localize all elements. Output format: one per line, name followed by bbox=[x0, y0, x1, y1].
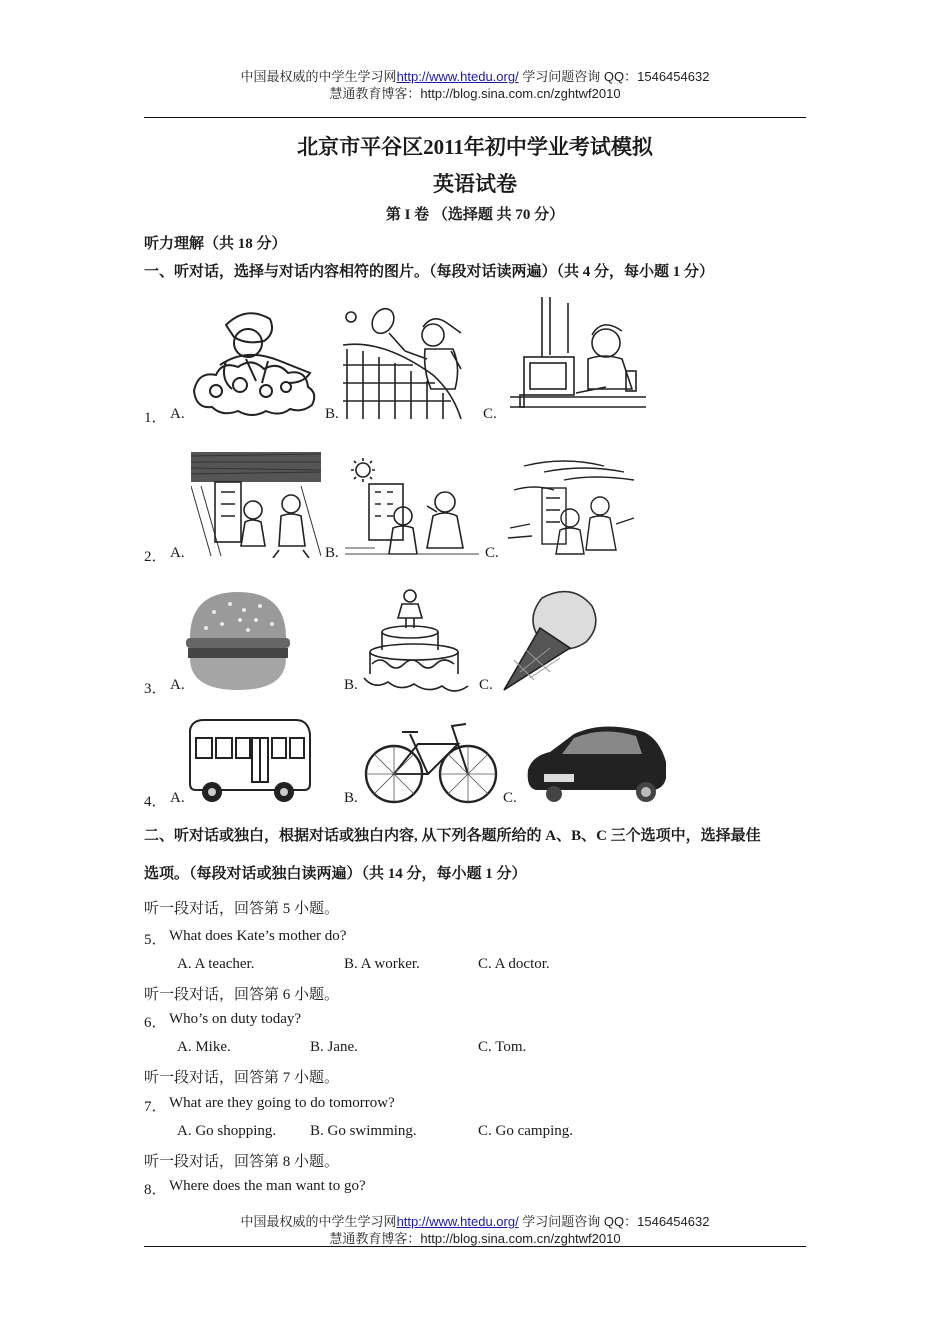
question-number: 4． bbox=[144, 794, 167, 810]
tennis-image bbox=[343, 305, 479, 419]
sunny-street-image bbox=[345, 458, 479, 560]
question-intro: 听一段对话，回答第 6 小题。 bbox=[144, 987, 340, 1003]
answer-option-c[interactable]: C. A doctor. bbox=[478, 956, 550, 972]
footer-link[interactable]: http://www.htedu.org/ bbox=[396, 1214, 519, 1229]
option-label: B. bbox=[325, 545, 339, 561]
answer-option-b[interactable]: B. Go swimming. bbox=[310, 1123, 417, 1139]
page-header bbox=[144, 68, 806, 102]
question-number: 5． bbox=[144, 932, 167, 948]
part2-instruction-line2: 选项。（每段对话或独白读两遍）（共 14 分，每小题 1 分） bbox=[144, 866, 527, 882]
answer-option-c[interactable]: C. Tom. bbox=[478, 1039, 527, 1055]
page-footer bbox=[144, 1213, 806, 1247]
ice-cream-image bbox=[500, 588, 600, 692]
option-label: A. bbox=[170, 406, 185, 422]
footer-divider bbox=[144, 1246, 806, 1247]
option-label: A. bbox=[170, 677, 185, 693]
question-intro: 听一段对话，回答第 8 小题。 bbox=[144, 1154, 340, 1170]
question-text: What are they going to do tomorrow? bbox=[169, 1095, 395, 1111]
rainy-street-image bbox=[191, 452, 321, 558]
option-label: B. bbox=[344, 790, 358, 806]
header-divider bbox=[144, 117, 806, 118]
footer-qq-text: 学习问题咨询 QQ：1546454632 bbox=[518, 1214, 710, 1229]
question-text: What does Kate’s mother do? bbox=[169, 928, 347, 944]
option-label: A. bbox=[170, 790, 185, 806]
question-number: 1． bbox=[144, 410, 167, 426]
question-intro: 听一段对话，回答第 5 小题。 bbox=[144, 901, 340, 917]
computer-image bbox=[506, 297, 650, 411]
question-number: 3． bbox=[144, 681, 167, 697]
car-image bbox=[524, 722, 670, 806]
question-number: 2． bbox=[144, 549, 167, 565]
answer-option-b[interactable]: B. A worker. bbox=[344, 956, 420, 972]
option-label: C. bbox=[483, 406, 497, 422]
question-number: 8． bbox=[144, 1182, 167, 1198]
option-label: B. bbox=[344, 677, 358, 693]
answer-option-a[interactable]: A. Mike. bbox=[177, 1039, 231, 1055]
windy-street-image bbox=[504, 458, 648, 558]
footer-blog-text: 慧通教育博客：http://blog.sina.com.cn/zghtwf2010 bbox=[329, 1231, 621, 1246]
part1-instruction: 一、听对话，选择与对话内容相符的图片。（每段对话读两遍）（共 4 分，每小题 1 分） bbox=[144, 264, 715, 280]
option-label: A. bbox=[170, 545, 185, 561]
question-text: Who’s on duty today? bbox=[169, 1011, 302, 1027]
option-label: C. bbox=[479, 677, 493, 693]
question-intro: 听一段对话，回答第 7 小题。 bbox=[144, 1070, 340, 1086]
header-blog-text: 慧通教育博客：http://blog.sina.com.cn/zghtwf2010 bbox=[329, 86, 621, 101]
bicycle-image bbox=[362, 718, 500, 804]
question-number: 7． bbox=[144, 1099, 167, 1115]
header-link[interactable]: http://www.htedu.org/ bbox=[396, 69, 519, 84]
exam-subtitle: 英语试卷 bbox=[433, 172, 517, 196]
answer-option-c[interactable]: C. Go camping. bbox=[478, 1123, 573, 1139]
washing-clothes-image bbox=[186, 305, 322, 417]
answer-option-a[interactable]: A. A teacher. bbox=[177, 956, 255, 972]
question-number: 6． bbox=[144, 1015, 167, 1031]
option-label: C. bbox=[485, 545, 499, 561]
bus-image bbox=[186, 716, 312, 804]
hamburger-image bbox=[184, 590, 292, 694]
answer-option-a[interactable]: A. Go shopping. bbox=[177, 1123, 277, 1139]
footer-site-text: 中国最权威的中学生学习网 bbox=[240, 1214, 397, 1229]
answer-option-b[interactable]: B. Jane. bbox=[310, 1039, 358, 1055]
option-label: B. bbox=[325, 406, 339, 422]
option-label: C. bbox=[503, 790, 517, 806]
volume-heading: 第 I 卷 （选择题 共 70 分） bbox=[385, 207, 565, 223]
listening-heading: 听力理解（共 18 分） bbox=[144, 236, 287, 252]
part2-instruction-line1: 二、听对话或独白，根据对话或独白内容, 从下列各题所给的 A、B、C 三个选项中，选择最佳 bbox=[144, 828, 761, 844]
birthday-cake-image bbox=[362, 586, 470, 692]
question-text: Where does the man want to go? bbox=[169, 1178, 366, 1194]
exam-title: 北京市平谷区2011年初中学业考试模拟 bbox=[297, 135, 653, 159]
header-qq-text: 学习问题咨询 QQ：1546454632 bbox=[518, 69, 710, 84]
header-site-text: 中国最权威的中学生学习网 bbox=[240, 69, 397, 84]
